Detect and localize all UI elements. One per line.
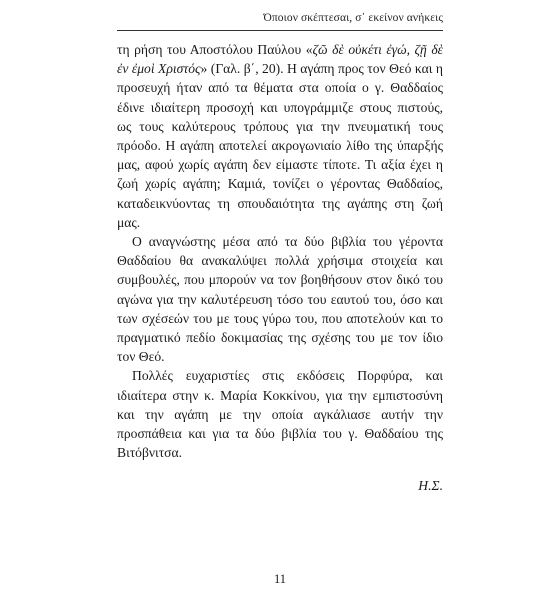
pauline-quote: ζῶ δὲ οὐκέτι ἐγώ, ζῇ δὲ ἐν ἐμοὶ Χριστός <box>117 42 443 77</box>
paragraph-1 <box>117 40 443 232</box>
paragraph-2: Ο αναγνώστης μέσα από τα δύο βιβλία του γέροντα Θαδδαίου θα ανακαλύψει πολλά χρήσιμα στοιχεία και συμβουλές, που μπορούν να τον βοηθήσουν στον δικό του αγώνα για την καλυτέρευση τόσο του εαυτού του, όσο και των σχέσεών του με τους γύρω του, που αποτελούν και το πραγματικό πεδίο δοκιμασίας της σχέσης του με τον ίδιο τον Θεό. <box>117 234 443 365</box>
running-header: Όποιον σκέπτεσαι, σ᾽ εκείνον ανήκεις <box>263 12 443 24</box>
author-signature: Η.Σ. <box>418 478 443 494</box>
page-number: 11 <box>273 572 287 586</box>
header-rule <box>117 30 443 31</box>
paragraph-3: Πολλές ευχαριστίες στις εκδόσεις Πορφύρα, και ιδιαίτερα στην κ. Μαρία Κοκκίνου, για την εμπιστοσύνη και την αγάπη με την οποία αγκάλιασε αυτήν την προσπάθεια και για τα δύο βιβλία του γ. Θαδδαίου της Βιτόβνιτσα. <box>117 368 443 461</box>
paragraph-1-lead: τη ρήση του Αποστόλου Παύλου « <box>117 42 313 57</box>
paragraph-1-rest: » (Γαλ. β΄, 20). Η αγάπη προς τον Θεό και η προσευχή ήταν από τα θέματα στα οποία ο γ. Θαδδαίος έδινε ιδιαίτερη προσοχή και υπογράμμιζε στους πιστούς, ως τους καλύτερους τρόπους για την πνευματική τους πρόοδο. Η αγάπη αποτελεί ακρογωνιαίο λίθο της ύπαρξής μας, αφού χωρίς αγάπη δεν είμαστε τίποτε. Τι αξία έχει η ζωή χωρίς αγάπη; Καμιά, τονίζει ο γέροντας Θαδδαίος, καταδεικνύοντας τη σπουδαιότητα της αγάπης στη ζωή μας. <box>117 61 443 230</box>
body-text <box>117 40 443 496</box>
